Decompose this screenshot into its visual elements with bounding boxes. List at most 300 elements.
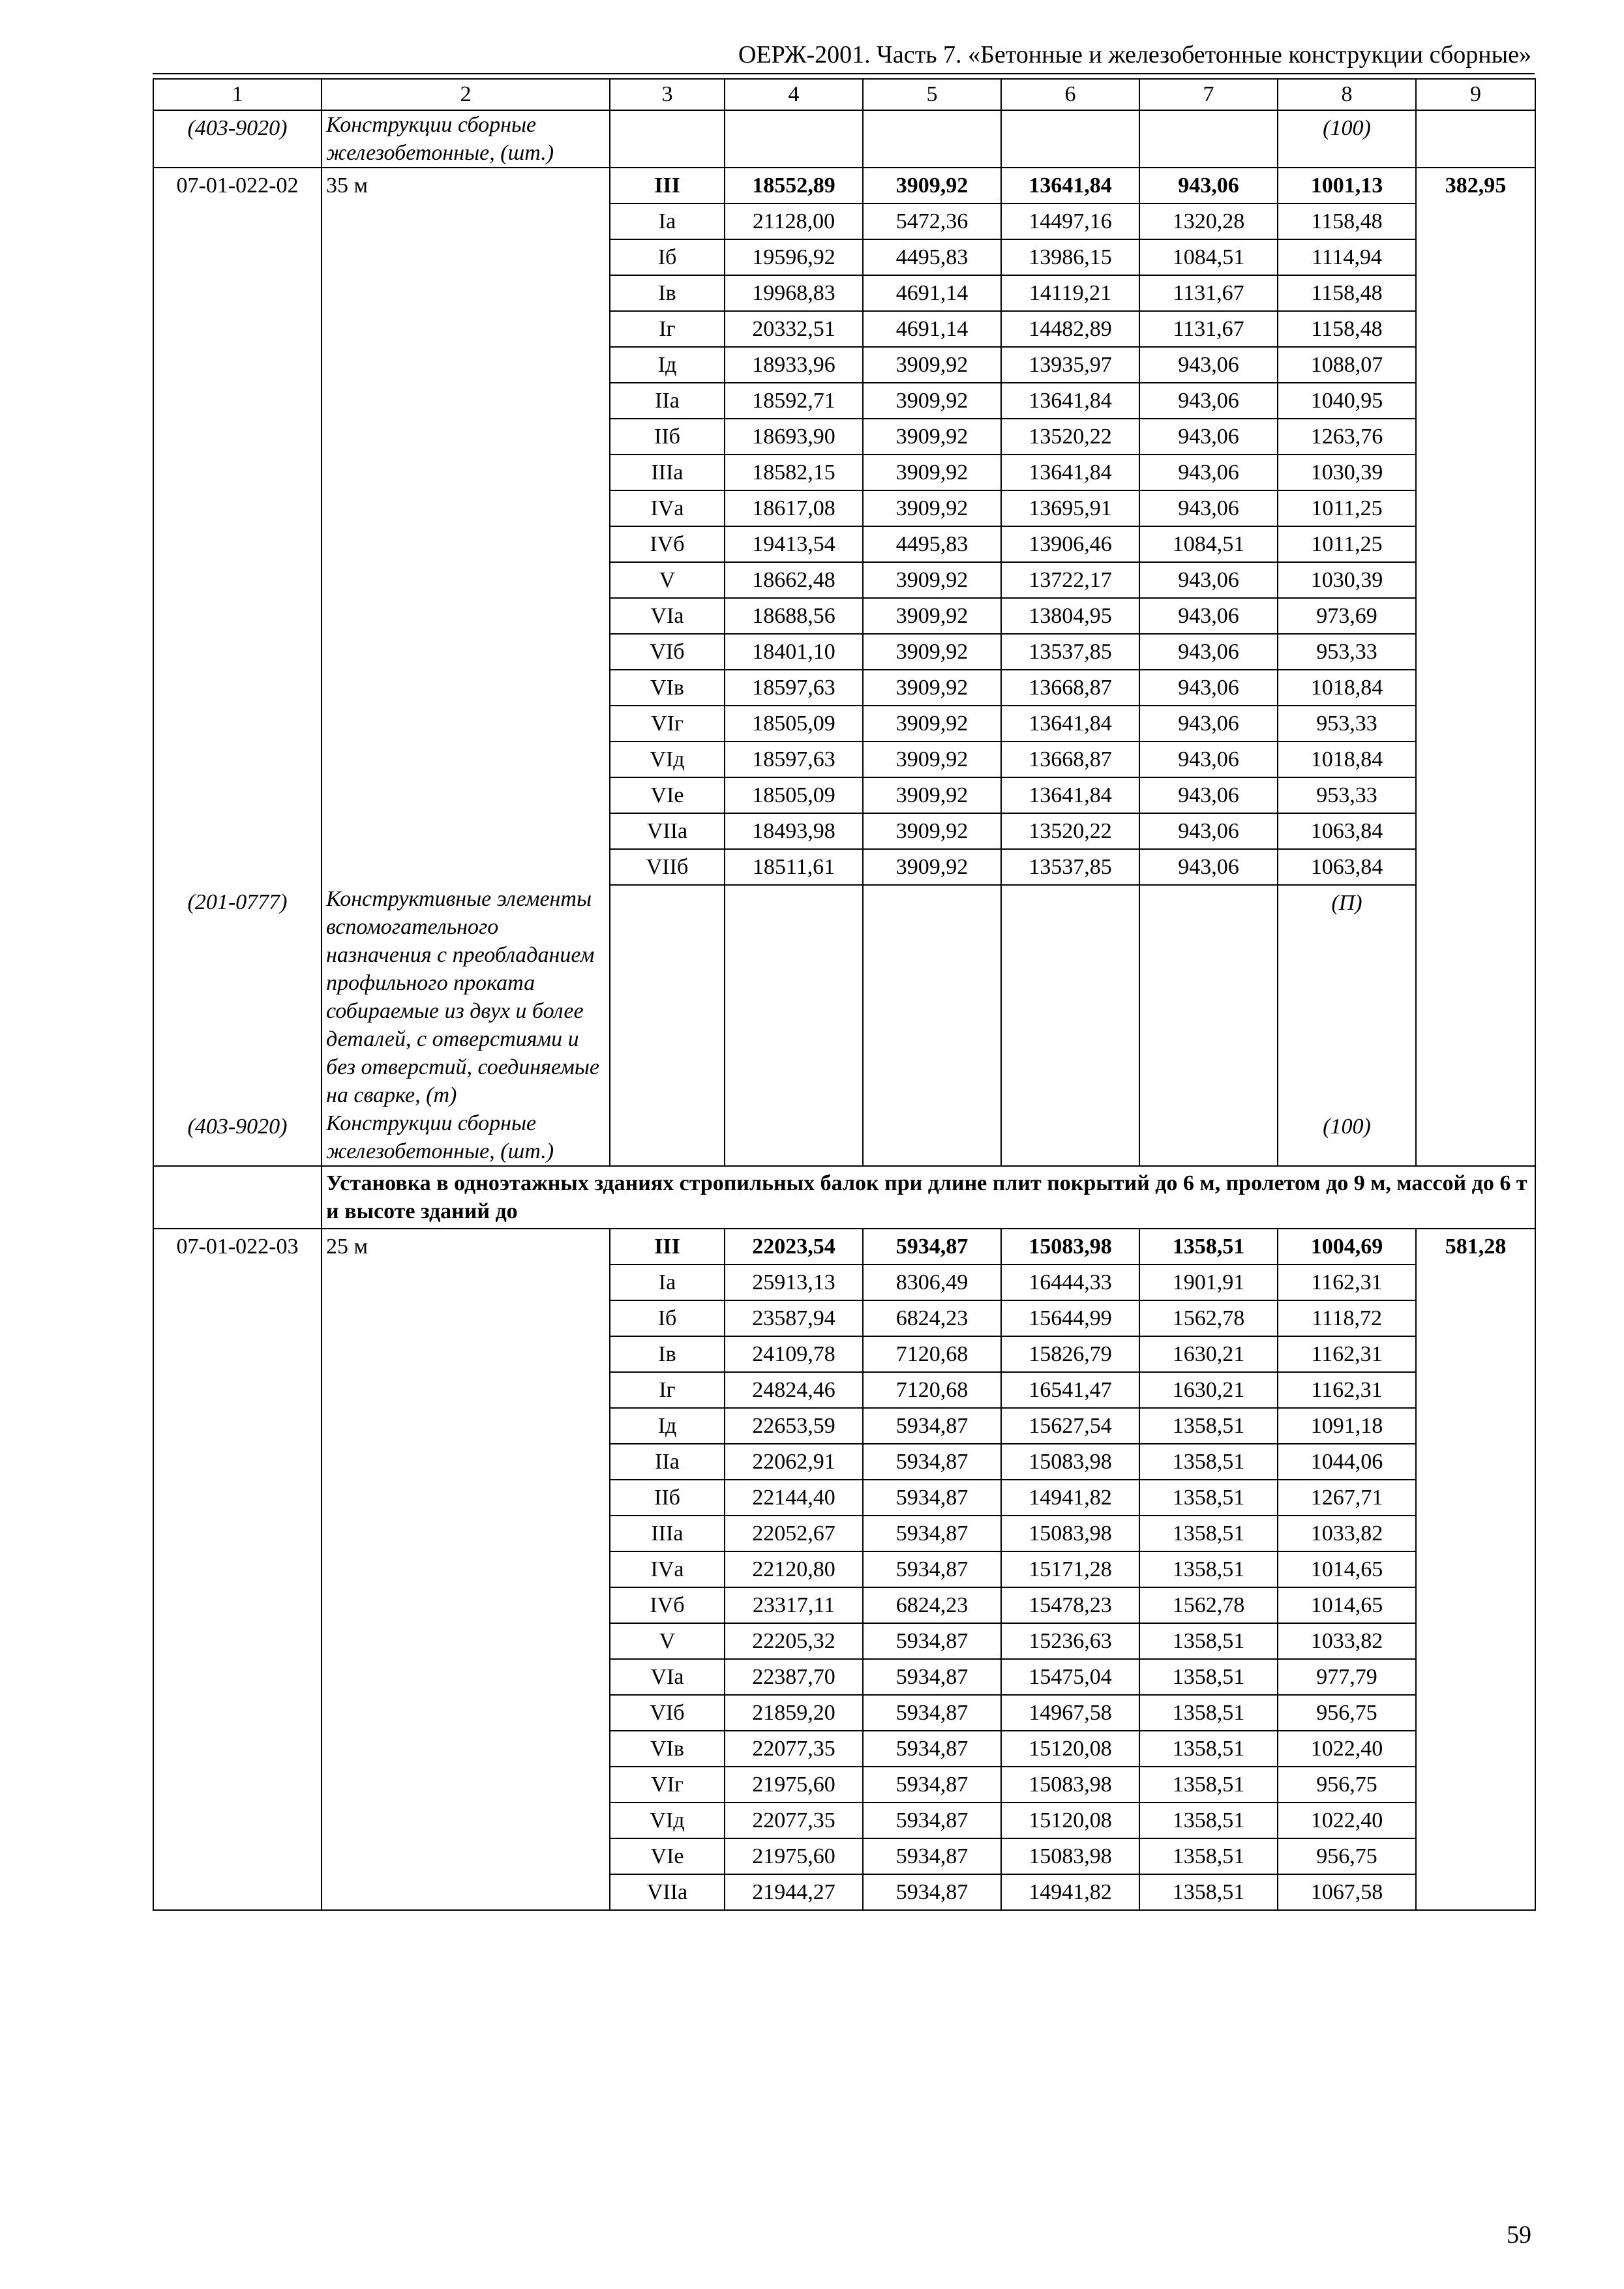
value-cell: 3909,92 xyxy=(863,598,1001,634)
value-cell: 1263,76 xyxy=(1278,419,1416,455)
value-cell: 18693,90 xyxy=(725,419,863,455)
value-cell: 4691,14 xyxy=(863,275,1001,311)
table-row xyxy=(153,706,1535,741)
table-row xyxy=(153,777,1535,813)
zone-cell: III xyxy=(610,168,725,203)
zone-cell: VIд xyxy=(610,741,725,777)
value-cell: 22052,67 xyxy=(725,1516,863,1551)
value-cell: 1358,51 xyxy=(1139,1480,1278,1516)
resource-row xyxy=(153,110,1535,168)
value-cell: 25913,13 xyxy=(725,1264,863,1300)
column-number: 7 xyxy=(1139,79,1278,110)
value-cell: 1358,51 xyxy=(1139,1695,1278,1731)
value-cell: 943,06 xyxy=(1139,455,1278,490)
value-cell: 1158,48 xyxy=(1278,311,1416,347)
value-cell: 1901,91 xyxy=(1139,1264,1278,1300)
value-cell: 15478,23 xyxy=(1001,1587,1139,1623)
value-cell: 3909,92 xyxy=(863,490,1001,526)
value-cell: 23317,11 xyxy=(725,1587,863,1623)
zone-cell: VIв xyxy=(610,670,725,706)
table-row xyxy=(153,670,1535,706)
value-cell: 13668,87 xyxy=(1001,670,1139,706)
value-cell: 21128,00 xyxy=(725,203,863,239)
value-cell: 943,06 xyxy=(1139,383,1278,419)
value-cell: 1114,94 xyxy=(1278,239,1416,275)
zone-cell: VIб xyxy=(610,634,725,670)
entry-code: 07-01-022-03 xyxy=(153,1229,322,1264)
zone-cell: IIб xyxy=(610,419,725,455)
value-cell: 13641,84 xyxy=(1001,383,1139,419)
value-cell: 1018,84 xyxy=(1278,741,1416,777)
table-row xyxy=(153,168,1535,203)
value-cell: 4495,83 xyxy=(863,526,1001,562)
zone-cell: Iб xyxy=(610,1300,725,1336)
zone-cell: VIIа xyxy=(610,1874,725,1910)
value-cell: 19596,92 xyxy=(725,239,863,275)
value-cell: 7120,68 xyxy=(863,1336,1001,1372)
column-number: 1 xyxy=(153,79,322,110)
value-cell: 18493,98 xyxy=(725,813,863,849)
table-row xyxy=(153,562,1535,598)
table-row xyxy=(153,455,1535,490)
column-number: 9 xyxy=(1416,79,1535,110)
value-cell: 1011,25 xyxy=(1278,490,1416,526)
value-cell: 19413,54 xyxy=(725,526,863,562)
value-cell: 18582,15 xyxy=(725,455,863,490)
value-cell: 13537,85 xyxy=(1001,634,1139,670)
value-cell: 1091,18 xyxy=(1278,1408,1416,1444)
value-cell: 1158,48 xyxy=(1278,203,1416,239)
value-cell: 22023,54 xyxy=(725,1229,863,1264)
value-cell: 1011,25 xyxy=(1278,526,1416,562)
value-cell: 6824,23 xyxy=(863,1587,1001,1623)
value-cell: 18617,08 xyxy=(725,490,863,526)
value-cell: 5934,87 xyxy=(863,1874,1001,1910)
table-row xyxy=(153,347,1535,383)
table-row xyxy=(153,383,1535,419)
section-title-row xyxy=(153,1166,1535,1229)
value-cell: 3909,92 xyxy=(863,347,1001,383)
zone-cell: IVа xyxy=(610,1551,725,1587)
entry-parameter: 35 м xyxy=(322,168,610,203)
value-cell: 1630,21 xyxy=(1139,1372,1278,1408)
table-row xyxy=(153,419,1535,455)
zone-cell: V xyxy=(610,1623,725,1659)
value-cell: 5934,87 xyxy=(863,1767,1001,1803)
resource-code: (201-0777) xyxy=(153,885,322,1109)
value-cell: 1358,51 xyxy=(1139,1803,1278,1838)
value-cell: 14482,89 xyxy=(1001,311,1139,347)
value-cell: 943,06 xyxy=(1139,670,1278,706)
value-cell: 3909,92 xyxy=(863,849,1001,885)
entry-code: 07-01-022-02 xyxy=(153,168,322,203)
value-cell: 15475,04 xyxy=(1001,1659,1139,1695)
resource-name: Конструкции сборные железобетонные, (шт.) xyxy=(322,1109,610,1166)
value-cell: 15826,79 xyxy=(1001,1336,1139,1372)
table-row xyxy=(153,634,1535,670)
value-cell: 1014,65 xyxy=(1278,1587,1416,1623)
resource-code: (403-9020) xyxy=(153,110,322,168)
value-cell: 3909,92 xyxy=(863,741,1001,777)
value-cell: 3909,92 xyxy=(863,168,1001,203)
value-cell: 15083,98 xyxy=(1001,1229,1139,1264)
value-cell: 15627,54 xyxy=(1001,1408,1139,1444)
table-row xyxy=(153,1264,1535,1300)
value-cell: 1630,21 xyxy=(1139,1336,1278,1372)
value-cell: 1063,84 xyxy=(1278,813,1416,849)
value-cell: 13520,22 xyxy=(1001,813,1139,849)
value-cell: 1040,95 xyxy=(1278,383,1416,419)
zone-cell: VIа xyxy=(610,598,725,634)
value-cell: 1562,78 xyxy=(1139,1300,1278,1336)
zone-cell: VIд xyxy=(610,1803,725,1838)
value-cell: 1358,51 xyxy=(1139,1551,1278,1587)
value-cell: 13520,22 xyxy=(1001,419,1139,455)
value-cell: 4691,14 xyxy=(863,311,1001,347)
value-cell: 5934,87 xyxy=(863,1444,1001,1480)
value-cell: 5934,87 xyxy=(863,1516,1001,1551)
column-number-row xyxy=(153,79,1535,110)
table-row xyxy=(153,813,1535,849)
value-cell: 1358,51 xyxy=(1139,1229,1278,1264)
column-number: 4 xyxy=(725,79,863,110)
table-row xyxy=(153,1659,1535,1695)
value-cell: 18505,09 xyxy=(725,777,863,813)
value-cell: 1358,51 xyxy=(1139,1444,1278,1480)
value-cell: 15120,08 xyxy=(1001,1731,1139,1767)
value-cell: 1067,58 xyxy=(1278,1874,1416,1910)
table-row xyxy=(153,1623,1535,1659)
table-body xyxy=(153,79,1535,1910)
value-cell: 943,06 xyxy=(1139,347,1278,383)
value-cell: 953,33 xyxy=(1278,634,1416,670)
value-cell: 977,79 xyxy=(1278,1659,1416,1695)
value-cell: 1267,71 xyxy=(1278,1480,1416,1516)
value-cell: 943,06 xyxy=(1139,598,1278,634)
value-cell: 13804,95 xyxy=(1001,598,1139,634)
value-cell: 956,75 xyxy=(1278,1695,1416,1731)
zone-cell: Iв xyxy=(610,1336,725,1372)
zone-cell: Iд xyxy=(610,347,725,383)
value-cell: 943,06 xyxy=(1139,419,1278,455)
value-cell: 6824,23 xyxy=(863,1300,1001,1336)
table-row xyxy=(153,1767,1535,1803)
value-cell: 943,06 xyxy=(1139,562,1278,598)
value-cell: 22062,91 xyxy=(725,1444,863,1480)
value-cell: 1030,39 xyxy=(1278,562,1416,598)
value-cell: 1004,69 xyxy=(1278,1229,1416,1264)
price-table xyxy=(153,78,1536,1911)
value-cell: 1022,40 xyxy=(1278,1731,1416,1767)
value-cell: 5934,87 xyxy=(863,1229,1001,1264)
zone-cell: VIIб xyxy=(610,849,725,885)
zone-cell: VIа xyxy=(610,1659,725,1695)
value-cell: 1001,13 xyxy=(1278,168,1416,203)
table-row xyxy=(153,1874,1535,1910)
value-cell: 3909,92 xyxy=(863,777,1001,813)
value-cell: 1358,51 xyxy=(1139,1659,1278,1695)
value-cell: 18552,89 xyxy=(725,168,863,203)
resource-name: Конструкции сборные железобетонные, (шт.) xyxy=(322,110,610,168)
value-cell: 1018,84 xyxy=(1278,670,1416,706)
value-cell: 1358,51 xyxy=(1139,1838,1278,1874)
value-cell: 13986,15 xyxy=(1001,239,1139,275)
zone-cell: IVа xyxy=(610,490,725,526)
table-row xyxy=(153,311,1535,347)
value-cell: 3909,92 xyxy=(863,813,1001,849)
zone-cell: IIб xyxy=(610,1480,725,1516)
value-cell: 18597,63 xyxy=(725,670,863,706)
value-cell: 14497,16 xyxy=(1001,203,1139,239)
value-cell: 15083,98 xyxy=(1001,1838,1139,1874)
value-cell: 943,06 xyxy=(1139,777,1278,813)
header-rule xyxy=(153,73,1535,74)
value-cell: 18511,61 xyxy=(725,849,863,885)
column-number: 2 xyxy=(322,79,610,110)
value-cell: 15083,98 xyxy=(1001,1516,1139,1551)
value-cell: 22144,40 xyxy=(725,1480,863,1516)
value-cell: 19968,83 xyxy=(725,275,863,311)
value-cell: 3909,92 xyxy=(863,562,1001,598)
table-row xyxy=(153,275,1535,311)
value-cell: 1358,51 xyxy=(1139,1731,1278,1767)
value-cell: 4495,83 xyxy=(863,239,1001,275)
value-cell: 1358,51 xyxy=(1139,1767,1278,1803)
value-cell: 18662,48 xyxy=(725,562,863,598)
value-cell: 1033,82 xyxy=(1278,1516,1416,1551)
resource-row xyxy=(153,1109,1535,1166)
value-cell: 1088,07 xyxy=(1278,347,1416,383)
zone-cell: IIIа xyxy=(610,455,725,490)
table-row xyxy=(153,1516,1535,1551)
value-cell: 1162,31 xyxy=(1278,1264,1416,1300)
value-cell: 3909,92 xyxy=(863,706,1001,741)
value-cell: 943,06 xyxy=(1139,741,1278,777)
value-cell: 22205,32 xyxy=(725,1623,863,1659)
table-row xyxy=(153,526,1535,562)
value-cell: 1118,72 xyxy=(1278,1300,1416,1336)
table-row xyxy=(153,849,1535,885)
value-cell: 5934,87 xyxy=(863,1623,1001,1659)
table-row xyxy=(153,1551,1535,1587)
value-cell: 1084,51 xyxy=(1139,526,1278,562)
value-cell: 1320,28 xyxy=(1139,203,1278,239)
value-cell: 13641,84 xyxy=(1001,455,1139,490)
value-cell: 13641,84 xyxy=(1001,706,1139,741)
value-cell: 13935,97 xyxy=(1001,347,1139,383)
value-cell: 943,06 xyxy=(1139,813,1278,849)
table-row xyxy=(153,1300,1535,1336)
entry-parameter: 25 м xyxy=(322,1229,610,1264)
value-cell: 14941,82 xyxy=(1001,1874,1139,1910)
column-9-value: 581,28 xyxy=(1416,1229,1535,1264)
table-row xyxy=(153,598,1535,634)
value-cell: 1044,06 xyxy=(1278,1444,1416,1480)
value-cell: 5934,87 xyxy=(863,1803,1001,1838)
value-cell: 943,06 xyxy=(1139,490,1278,526)
table-row xyxy=(153,239,1535,275)
value-cell: 3909,92 xyxy=(863,383,1001,419)
value-cell: 5934,87 xyxy=(863,1838,1001,1874)
value-cell: 13668,87 xyxy=(1001,741,1139,777)
value-cell: 15120,08 xyxy=(1001,1803,1139,1838)
zone-cell: Iа xyxy=(610,203,725,239)
table-row xyxy=(153,1803,1535,1838)
value-cell: 21975,60 xyxy=(725,1838,863,1874)
value-cell: 943,06 xyxy=(1139,849,1278,885)
value-cell: 973,69 xyxy=(1278,598,1416,634)
value-cell: 5934,87 xyxy=(863,1551,1001,1587)
resource-code: (403-9020) xyxy=(153,1109,322,1166)
column-number: 5 xyxy=(863,79,1001,110)
value-cell: 1358,51 xyxy=(1139,1408,1278,1444)
value-cell: 3909,92 xyxy=(863,670,1001,706)
table-row xyxy=(153,1444,1535,1480)
value-cell: 5934,87 xyxy=(863,1659,1001,1695)
column-number: 8 xyxy=(1278,79,1416,110)
value-cell: 21944,27 xyxy=(725,1874,863,1910)
zone-cell: VIIа xyxy=(610,813,725,849)
value-cell: 5934,87 xyxy=(863,1480,1001,1516)
table-row xyxy=(153,1838,1535,1874)
value-cell: 1131,67 xyxy=(1139,275,1278,311)
value-cell: 13537,85 xyxy=(1001,849,1139,885)
table-row xyxy=(153,1336,1535,1372)
value-cell: 1033,82 xyxy=(1278,1623,1416,1659)
value-cell: 15236,63 xyxy=(1001,1623,1139,1659)
table-row xyxy=(153,1480,1535,1516)
value-cell: 1162,31 xyxy=(1278,1372,1416,1408)
zone-cell: VIе xyxy=(610,777,725,813)
zone-cell: Iг xyxy=(610,311,725,347)
value-cell: 13722,17 xyxy=(1001,562,1139,598)
value-cell: 7120,68 xyxy=(863,1372,1001,1408)
zone-cell: IIа xyxy=(610,383,725,419)
value-cell: 5472,36 xyxy=(863,203,1001,239)
value-cell: 13695,91 xyxy=(1001,490,1139,526)
value-cell: 18592,71 xyxy=(725,383,863,419)
zone-cell: Iб xyxy=(610,239,725,275)
value-cell: 15171,28 xyxy=(1001,1551,1139,1587)
value-cell: 956,75 xyxy=(1278,1767,1416,1803)
resource-value: (100) xyxy=(1278,1109,1416,1166)
page-header: ОЕРЖ-2001. Часть 7. «Бетонные и железобетонные конструкции сборные» xyxy=(738,41,1531,68)
value-cell: 24109,78 xyxy=(725,1336,863,1372)
table-row xyxy=(153,1695,1535,1731)
value-cell: 15083,98 xyxy=(1001,1767,1139,1803)
section-title: Установка в одноэтажных зданиях стропильных балок при длине плит покрытий до 6 м, пролетом до 9 м, массой до 6 т и высоте зданий до xyxy=(322,1166,1535,1229)
value-cell: 1562,78 xyxy=(1139,1587,1278,1623)
value-cell: 1162,31 xyxy=(1278,1336,1416,1372)
zone-cell: IVб xyxy=(610,526,725,562)
value-cell: 1358,51 xyxy=(1139,1516,1278,1551)
zone-cell: Iа xyxy=(610,1264,725,1300)
value-cell: 3909,92 xyxy=(863,419,1001,455)
value-cell: 16444,33 xyxy=(1001,1264,1139,1300)
table-row xyxy=(153,1372,1535,1408)
zone-cell: V xyxy=(610,562,725,598)
value-cell: 18401,10 xyxy=(725,634,863,670)
value-cell: 943,06 xyxy=(1139,634,1278,670)
value-cell: 956,75 xyxy=(1278,1838,1416,1874)
value-cell: 14119,21 xyxy=(1001,275,1139,311)
value-cell: 8306,49 xyxy=(863,1264,1001,1300)
value-cell: 14941,82 xyxy=(1001,1480,1139,1516)
value-cell: 953,33 xyxy=(1278,777,1416,813)
zone-cell: Iг xyxy=(610,1372,725,1408)
value-cell: 1158,48 xyxy=(1278,275,1416,311)
value-cell: 18597,63 xyxy=(725,741,863,777)
value-cell: 22120,80 xyxy=(725,1551,863,1587)
column-9-value: 382,95 xyxy=(1416,168,1535,203)
value-cell: 16541,47 xyxy=(1001,1372,1139,1408)
table-row xyxy=(153,1587,1535,1623)
resource-name: Конструктивные элементы вспомогательного назначения с преобладанием профильного проката собираемые из двух и более деталей, с отверстиями и без отверстий, соединяемые на сварке, (т) xyxy=(322,885,610,1109)
value-cell: 1084,51 xyxy=(1139,239,1278,275)
value-cell: 1358,51 xyxy=(1139,1874,1278,1910)
value-cell: 20332,51 xyxy=(725,311,863,347)
value-cell: 22653,59 xyxy=(725,1408,863,1444)
value-cell: 943,06 xyxy=(1139,168,1278,203)
zone-cell: IVб xyxy=(610,1587,725,1623)
value-cell: 15083,98 xyxy=(1001,1444,1139,1480)
value-cell: 18933,96 xyxy=(725,347,863,383)
value-cell: 21975,60 xyxy=(725,1767,863,1803)
table-row xyxy=(153,1731,1535,1767)
zone-cell: VIе xyxy=(610,1838,725,1874)
table-row xyxy=(153,490,1535,526)
value-cell: 13641,84 xyxy=(1001,777,1139,813)
table-row xyxy=(153,1229,1535,1264)
value-cell: 13906,46 xyxy=(1001,526,1139,562)
zone-cell: Iд xyxy=(610,1408,725,1444)
value-cell: 18505,09 xyxy=(725,706,863,741)
value-cell: 22077,35 xyxy=(725,1731,863,1767)
value-cell: 1063,84 xyxy=(1278,849,1416,885)
value-cell: 15644,99 xyxy=(1001,1300,1139,1336)
value-cell: 3909,92 xyxy=(863,634,1001,670)
value-cell: 953,33 xyxy=(1278,706,1416,741)
value-cell: 1014,65 xyxy=(1278,1551,1416,1587)
zone-cell: IIа xyxy=(610,1444,725,1480)
value-cell: 3909,92 xyxy=(863,455,1001,490)
value-cell: 1022,40 xyxy=(1278,1803,1416,1838)
value-cell: 18688,56 xyxy=(725,598,863,634)
zone-cell: Iв xyxy=(610,275,725,311)
column-number: 3 xyxy=(610,79,725,110)
table-row xyxy=(153,1408,1535,1444)
zone-cell: VIг xyxy=(610,706,725,741)
zone-cell: III xyxy=(610,1229,725,1264)
value-cell: 22077,35 xyxy=(725,1803,863,1838)
table-row xyxy=(153,203,1535,239)
zone-cell: VIг xyxy=(610,1767,725,1803)
resource-row xyxy=(153,885,1535,1109)
value-cell: 22387,70 xyxy=(725,1659,863,1695)
value-cell: 5934,87 xyxy=(863,1408,1001,1444)
value-cell: 21859,20 xyxy=(725,1695,863,1731)
value-cell: 5934,87 xyxy=(863,1695,1001,1731)
value-cell: 1358,51 xyxy=(1139,1623,1278,1659)
zone-cell: VIв xyxy=(610,1731,725,1767)
value-cell: 1131,67 xyxy=(1139,311,1278,347)
resource-value: (100) xyxy=(1278,110,1416,168)
column-number: 6 xyxy=(1001,79,1139,110)
zone-cell: IIIа xyxy=(610,1516,725,1551)
value-cell: 14967,58 xyxy=(1001,1695,1139,1731)
zone-cell: VIб xyxy=(610,1695,725,1731)
resource-value: (П) xyxy=(1278,885,1416,1109)
